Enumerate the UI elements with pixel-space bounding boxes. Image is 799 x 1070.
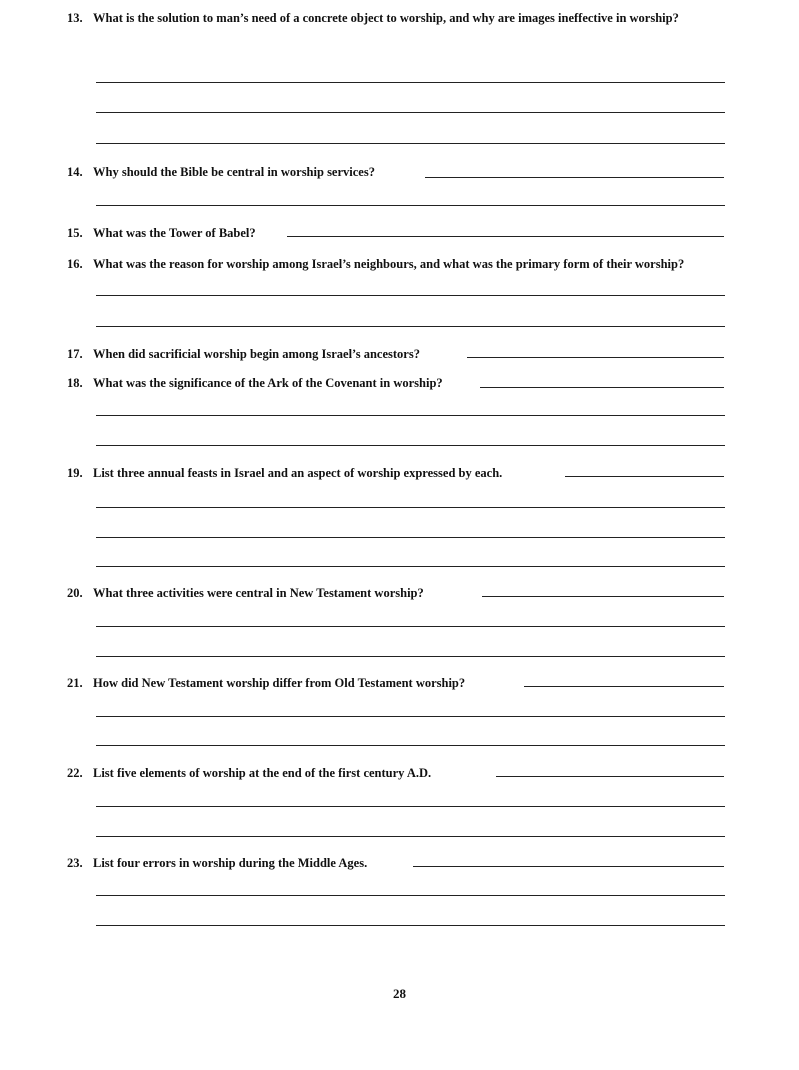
question-19 xyxy=(67,466,502,480)
answer-line[interactable] xyxy=(96,507,725,508)
answer-line[interactable] xyxy=(96,415,725,416)
answer-line[interactable] xyxy=(96,895,725,896)
question-number: 16. xyxy=(67,257,83,271)
answer-line-inline[interactable] xyxy=(496,776,724,777)
answer-line-inline[interactable] xyxy=(413,866,724,867)
question-text: What three activities were central in New Testament worship? xyxy=(93,586,424,600)
answer-line[interactable] xyxy=(96,537,725,538)
question-17 xyxy=(67,347,420,361)
answer-line-inline[interactable] xyxy=(565,476,724,477)
answer-line[interactable] xyxy=(96,716,725,717)
question-number: 18. xyxy=(67,376,83,390)
answer-line-inline[interactable] xyxy=(482,596,724,597)
question-text: List three annual feasts in Israel and an aspect of worship expressed by each. xyxy=(93,466,503,480)
answer-line[interactable] xyxy=(96,112,725,113)
question-21 xyxy=(67,676,465,690)
question-text: How did New Testament worship differ from Old Testament worship? xyxy=(93,676,466,690)
question-number: 14. xyxy=(67,165,83,179)
question-15 xyxy=(67,226,256,240)
question-text: What was the Tower of Babel? xyxy=(93,226,256,240)
question-number: 20. xyxy=(67,586,83,600)
answer-line[interactable] xyxy=(96,295,725,296)
answer-line[interactable] xyxy=(96,205,725,206)
answer-line[interactable] xyxy=(96,925,725,926)
question-text: Why should the Bible be central in worship services? xyxy=(93,165,375,179)
answer-line[interactable] xyxy=(96,626,725,627)
question-number: 15. xyxy=(67,226,83,240)
question-number: 13. xyxy=(67,11,83,25)
question-number: 17. xyxy=(67,347,83,361)
question-text: What was the reason for worship among Israel’s neighbours, and what was the primary form of their worship? xyxy=(93,257,685,271)
answer-line-inline[interactable] xyxy=(480,387,724,388)
question-text: When did sacrificial worship begin among Israel’s ancestors? xyxy=(93,347,420,361)
page-number: 28 xyxy=(393,986,406,1001)
answer-line[interactable] xyxy=(96,82,725,83)
answer-line-inline[interactable] xyxy=(524,686,724,687)
answer-line[interactable] xyxy=(96,445,725,446)
answer-line[interactable] xyxy=(96,656,725,657)
question-number: 22. xyxy=(67,766,83,780)
question-text: List four errors in worship during the Middle Ages. xyxy=(93,856,368,870)
question-number: 21. xyxy=(67,676,83,690)
question-13 xyxy=(67,11,679,25)
answer-line-inline[interactable] xyxy=(467,357,724,358)
question-16 xyxy=(67,257,684,271)
answer-line[interactable] xyxy=(96,326,725,327)
question-number: 19. xyxy=(67,466,83,480)
answer-line-inline[interactable] xyxy=(287,236,724,237)
question-22 xyxy=(67,766,431,780)
question-text: What is the solution to man’s need of a concrete object to worship, and why are images ineffective in worship? xyxy=(93,11,679,25)
answer-line[interactable] xyxy=(96,745,725,746)
question-23 xyxy=(67,856,367,870)
question-18 xyxy=(67,376,443,390)
answer-line-inline[interactable] xyxy=(425,177,724,178)
question-14 xyxy=(67,165,375,179)
question-text: What was the significance of the Ark of the Covenant in worship? xyxy=(93,376,443,390)
answer-line[interactable] xyxy=(96,143,725,144)
question-20 xyxy=(67,586,424,600)
question-number: 23. xyxy=(67,856,83,870)
answer-line[interactable] xyxy=(96,806,725,807)
answer-line[interactable] xyxy=(96,836,725,837)
question-text: List five elements of worship at the end of the first century A.D. xyxy=(93,766,432,780)
answer-line[interactable] xyxy=(96,566,725,567)
